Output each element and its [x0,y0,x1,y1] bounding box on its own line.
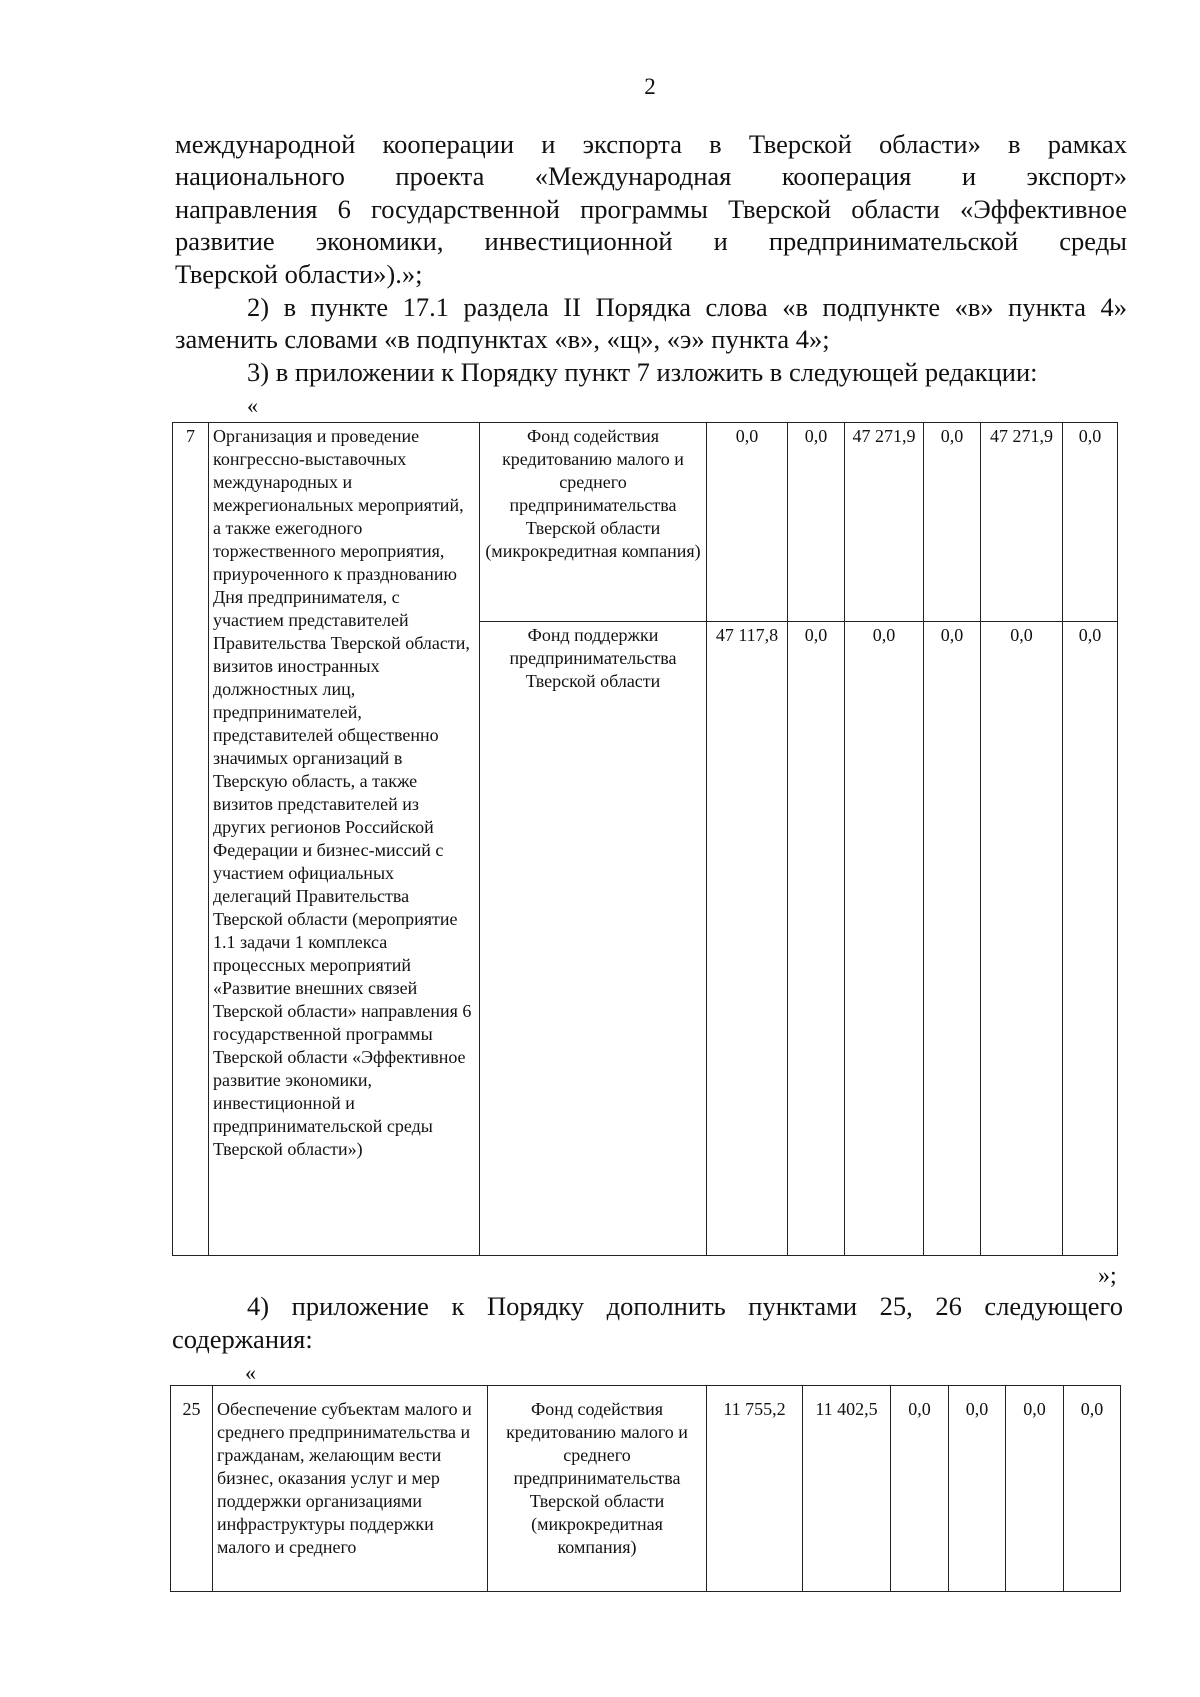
paragraph-1-line-4: развитие экономики, инвестиционной и предпринимательской среды [175,226,1127,256]
value-cell: 0,0 [1006,1386,1064,1592]
item-description: Обеспечение субъектам малого и среднего предпринимательства и гражданам, желающим вести бизнес, оказания услуг и мер поддержки организациями инфраструктуры поддержки малого и среднего [213,1386,488,1592]
value-cell: 0,0 [1064,1386,1121,1592]
item-number: 25 [171,1386,213,1592]
page-number: 2 [644,74,656,99]
paragraph-4-line-1: 4) приложение к Порядку дополнить пунктами 25, 26 следующего [247,1291,1123,1321]
value-cell: 0,0 [1063,622,1118,1256]
paragraph-1-line-3: направления 6 государственной программы Тверской области «Эффективное [175,194,1127,224]
value-cell: 11 755,2 [707,1386,803,1592]
paragraph-1-line-2: национального проекта «Международная кооперация и экспорт» [175,161,1127,191]
paragraph-1-line-5: Тверской области»).»; [175,259,423,289]
closing-quote: »; [1098,1263,1117,1289]
value-cell: 0,0 [981,622,1063,1256]
opening-quote-2: « [245,1360,256,1385]
amendment-table-item-25 [170,1385,1121,1592]
item-description: Организация и проведение конгрессно-выставочных международных и межрегиональных мероприятий, а также ежегодного торжественного мероприятия, приуроченного к празднованию Дня предпринимателя, с участием представителей Правительства Тверской области, визитов иностранных должностных лиц, предпринимателей, представителей общественно значимых организаций в Тверскую область, а также визитов представителей из других регионов Российской Федерации и бизнес-миссий с участием официальных делегаций Правительства Тверской области (мероприятие 1.1 задачи 1 комплекса процессных мероприятий «Развитие внешних связей Тверской области» направления 6 государственной программы Тверской области «Эффективное развитие экономики, инвестиционной и предпринимательской среды Тверской области») [209,423,480,1256]
amendment-table-item-7 [172,422,1118,1256]
value-cell: 0,0 [891,1386,949,1592]
organization-cell: Фонд поддержки предпринимательства Тверской области [480,622,707,1256]
value-cell: 11 402,5 [803,1386,891,1592]
value-cell: 0,0 [788,423,845,622]
paragraph-3: 3) в приложении к Порядку пункт 7 изложить в следующей редакции: [247,357,1038,387]
paragraph-2-line-1: 2) в пункте 17.1 раздела II Порядка слова «в подпункте «в» пункта 4» [247,292,1127,322]
value-cell: 0,0 [788,622,845,1256]
table-row [171,1386,1121,1592]
paragraph-1-line-1: международной кооперации и экспорта в Тверской области» в рамках [175,129,1127,159]
value-cell: 0,0 [707,423,788,622]
value-cell: 0,0 [845,622,924,1256]
value-cell: 47 271,9 [845,423,924,622]
value-cell: 47 271,9 [981,423,1063,622]
value-cell: 0,0 [924,622,981,1256]
organization-cell: Фонд содействия кредитованию малого и среднего предпринимательства Тверской области (микрокредитная компания) [488,1386,707,1592]
paragraph-2-line-2: заменить словами «в подпунктах «в», «щ», «э» пункта 4»; [175,324,830,354]
item-number: 7 [173,423,209,1256]
value-cell: 0,0 [949,1386,1006,1592]
paragraph-4-line-2: содержания: [172,1324,313,1354]
table-row [173,423,1118,622]
value-cell: 0,0 [924,423,981,622]
value-cell: 47 117,8 [707,622,788,1256]
organization-cell: Фонд содействия кредитованию малого и среднего предпринимательства Тверской области (микрокредитная компания) [480,423,707,622]
opening-quote-1: « [247,393,258,418]
value-cell: 0,0 [1063,423,1118,622]
